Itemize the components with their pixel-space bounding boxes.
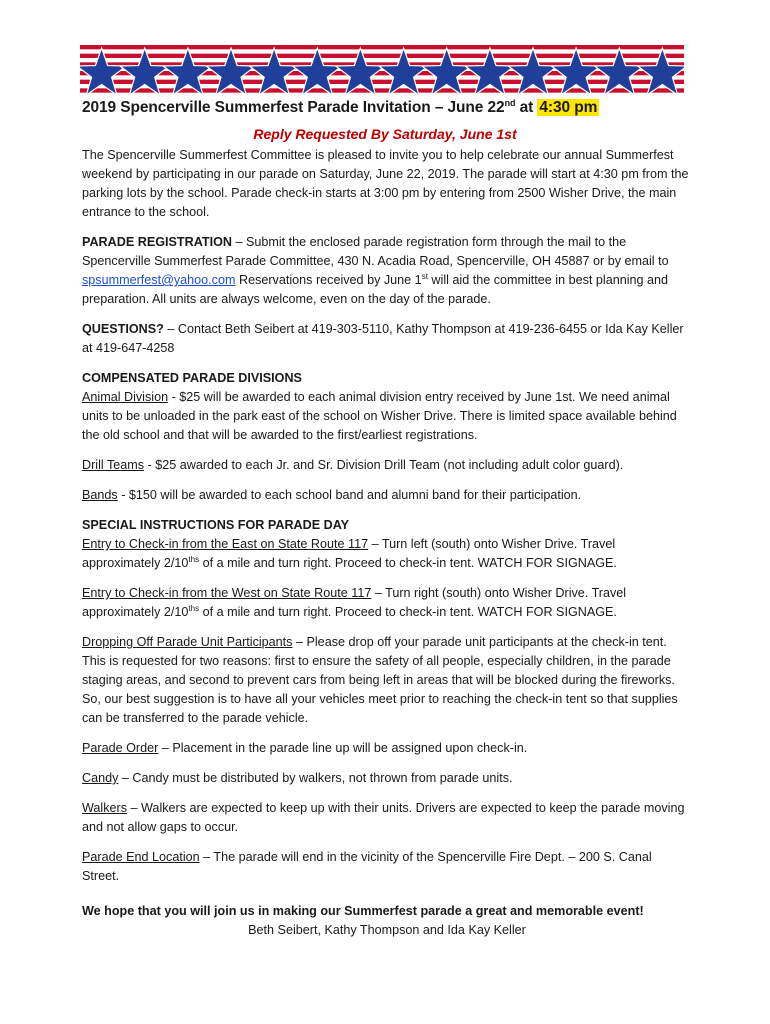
east-entry-paragraph: Entry to Check-in from the East on State Route 117 – Turn left (south) onto Wisher Drive. Travel approximately $2/10^{ths}$ of a mile and turn right. Proceed to check-in tent. WATCH FOR SIGNAGE. bbox=[82, 537, 617, 570]
banner-stripe bbox=[80, 80, 684, 85]
intro-paragraph: The Spencerville Summerfest Committee is pleased to invite you to help celebrate our annual Summerfest weekend by participating in our parade on Saturday, June 22, 2019. The parade will start at 4:30 pm from the parking lots by the school. Parade check-in starts at 3:00 pm by entering from 2500 Wisher Drive, the main entrance to the school. bbox=[82, 148, 689, 219]
banner-stripe bbox=[80, 45, 684, 50]
compensated-heading: COMPENSATED PARADE DIVISIONS bbox=[82, 371, 302, 385]
bands-paragraph: Bands - $150 will be awarded to each school band and alumni band for their participation. bbox=[82, 488, 582, 502]
highlighted-time: 4:30 pm bbox=[539, 99, 598, 116]
banner-stripe bbox=[80, 84, 684, 89]
email-link[interactable]: spsummerfest@yahoo.com bbox=[82, 273, 236, 287]
walkers-paragraph: Walkers – Walkers are expected to keep up with their units. Drivers are expected to keep the parade moving and not allow gaps to occur. bbox=[82, 801, 685, 834]
banner-stripe bbox=[80, 49, 684, 54]
invitation-body bbox=[82, 146, 692, 940]
registration-paragraph: PARADE REGISTRATION – Submit the enclosed parade registration form through the mail to the Spencerville Summerfest Parade Committee, 430 N. Acadia Road, Spencerville, OH 45887 or by email to spsummerfest@yahoo.com Reservations received by June 1st will aid the committee in best planning and preparation. All units are always welcome, even on the day of the parade. bbox=[82, 235, 669, 306]
drill-teams-paragraph: Drill Teams - $25 awarded to each Jr. and Sr. Division Drill Team (not including adult color guard). bbox=[82, 458, 624, 472]
candy-paragraph: Candy – Candy must be distributed by walkers, not thrown from parade units. bbox=[82, 771, 513, 785]
stars-stripes-banner bbox=[80, 45, 684, 97]
dropoff-paragraph: Dropping Off Parade Unit Participants – Please drop off your parade unit participants at the check-in tent. This is requested for two reasons: first to ensure the safety of all people, especially children, in the parade staging areas, and second to prevent cars from being left in areas that will be blocked during the fireworks. So, our best suggestion is to have all your vehicles meet prior to reaching the check-in tent so that supplies can be transferred to the parade vehicle. bbox=[82, 635, 678, 725]
reply-requested-subtitle: Reply Requested By Saturday, June 1st bbox=[253, 126, 517, 142]
parade-order-paragraph: Parade Order – Placement in the parade line up will be assigned upon check-in. bbox=[82, 741, 528, 755]
banner-stripe bbox=[80, 88, 684, 93]
banner-stripe bbox=[80, 58, 684, 63]
animal-division-paragraph: Animal Division - $25 will be awarded to each animal division entry received by June 1st. We need animal units to be unloaded in the park east of the school on Wisher Drive. There is limited space available behind the old school and that will be awarded to the first/earliest registrations. bbox=[82, 390, 677, 442]
banner-stripe bbox=[80, 93, 684, 97]
end-location-paragraph: Parade End Location – The parade will end in the vicinity of the Spencerville Fire Dept. – 200 S. Canal Street. bbox=[82, 850, 652, 883]
west-entry-paragraph: Entry to Check-in from the West on State Route 117 – Turn right (south) onto Wisher Drive. Travel approximately $2/10^{ths}$ of a mile and turn right. Proceed to check-in tent. WATCH FOR SIGNAGE. bbox=[82, 586, 627, 619]
questions-paragraph: QUESTIONS? – Contact Beth Seibert at 419-303-5110, Kathy Thompson at 419-236-6455 or Ida Kay Keller at 419-647-4258 bbox=[82, 322, 684, 355]
special-instructions-heading: SPECIAL INSTRUCTIONS FOR PARADE DAY bbox=[82, 518, 350, 532]
signature-line: Beth Seibert, Kathy Thompson and Ida Kay Keller bbox=[248, 923, 526, 937]
page-title: 2019 Spencerville Summerfest Parade Invitation – June 22nd at 4:30 pm bbox=[82, 98, 598, 116]
banner-stripe bbox=[80, 75, 684, 80]
closing-statement: We hope that you will join us in making our Summerfest parade a great and memorable event! bbox=[82, 904, 644, 918]
banner-stripe bbox=[80, 54, 684, 59]
